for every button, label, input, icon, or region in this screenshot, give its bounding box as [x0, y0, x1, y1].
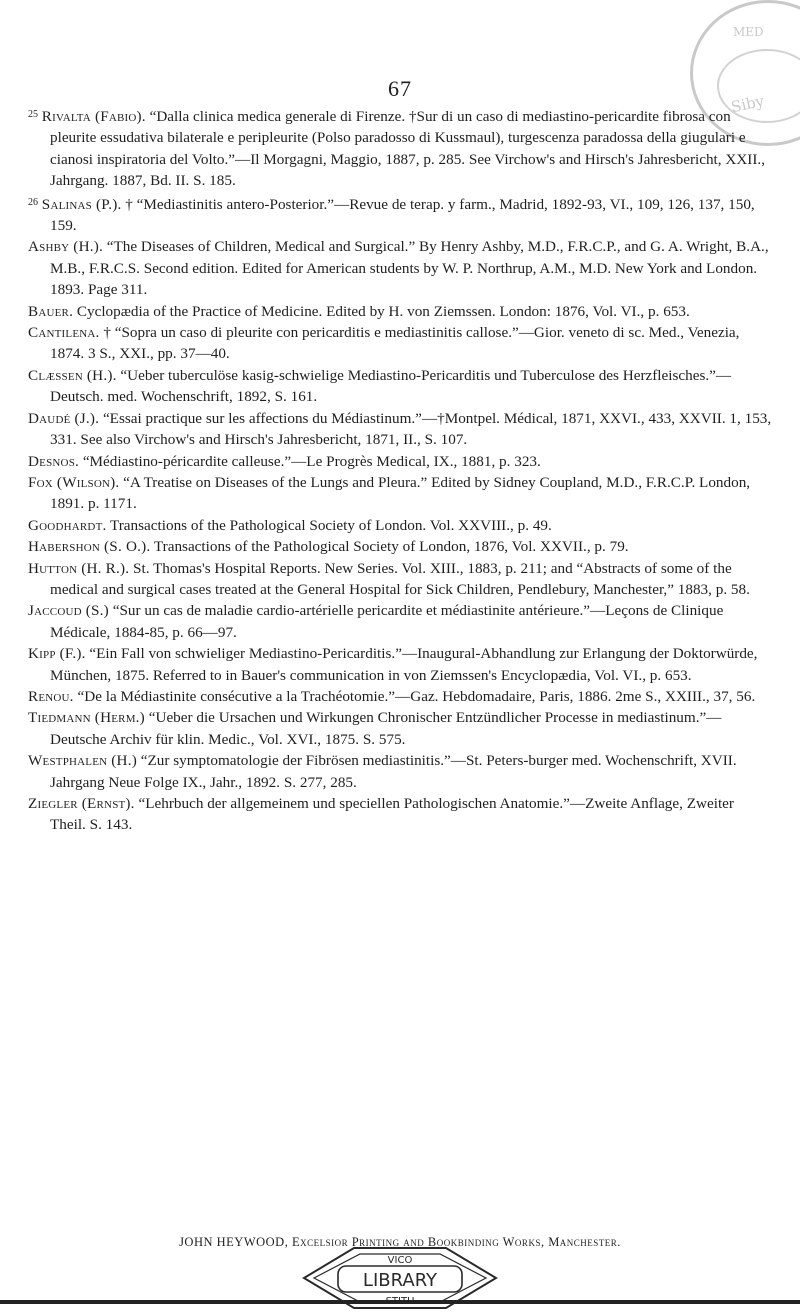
library-stamp-bottom [302, 1246, 498, 1315]
stamp-top-text-a: Siby [729, 91, 766, 117]
bibliography-entry: Habershon (S. O.). Transactions of the Pathological Society of London, 1876, Vol. XXVII., p. 79. [28, 538, 629, 556]
stamp-bottom-center-text: LIBRARY [362, 1270, 438, 1291]
bibliography-entry: $^{25}$ Rivalta (Fabio). “Dalla clinica medica generale di Firenze. †Sur di un caso di mediastino-pericardite fibrosa con pleurite essudativa bilaterale e peripleurite (Polso paradosso di Kussmaul), turgescenza paradossa della giugulari e cianosi inspiratoria del Volto.”—Il Morgagni, Maggio, 1887, p. 285. See Virchow's and Hirsch's Jahresbericht, XXII., Jahrgang. 1887, Bd. II. S. 185. [28, 108, 766, 190]
bibliography-entry: Hutton (H. R.). St. Thomas's Hospital Reports. New Series. Vol. XIII., 1883, p. 211; and “Abstracts of some of the medical and surgical cases treated at the General Hospital for Sick Children, Pendlebury, Manchester,” 1883, p. 58. [28, 559, 750, 598]
printer-imprint: JOHN HEYWOOD, Excelsior Printing and Bookbinding Works, Manchester. [179, 1235, 621, 1249]
bibliography-entry: Renou. “De la Médiastinite consécutive a la Trachéotomie.”—Gaz. Hebdomadaire, Paris, 1886. 2me S., XXIII., 37, 56. [28, 687, 756, 705]
bibliography-entry: Desnos. “Médiastino-péricardite calleuse.”—Le Progrès Medical, IX., 1881, p. 323. [28, 452, 541, 470]
bibliography-entry: Goodhardt. Transactions of the Pathological Society of London. Vol. XXVIII., p. 49. [28, 516, 552, 534]
bibliography-entry: Ziegler (Ernst). “Lehrbuch der allgemeinem und speciellen Pathologischen Anatomie.”—Zweite Anflage, Zweiter Theil. S. 143. [28, 795, 734, 834]
bibliography-entry: Kipp (F.). “Ein Fall von schwieliger Mediastino-Pericarditis.”—Inaugural-Abhandlung zur Erlangung der Doktorwürde, München, 1875. Referred to in Bauer's communication in von Ziemssen's Encyclopædia, Vol. VI., p. 653. [28, 645, 758, 684]
bibliography-entry: Tiedmann (Herm.) “Ueber die Ursachen und Wirkungen Chronischer Entzündlicher Processe in mediastinum.”—Deutsche Archiv für klin. Medic., Vol. XVI., 1875. S. 575. [28, 709, 722, 748]
bibliography-entry: Cantilena. † “Sopra un caso di pleurite con pericarditis e mediastinitis callose.”—Gior. veneto di sc. Med., Venezia, 1874. 3 S., XXI., pp. 37—40. [28, 324, 740, 363]
stamp-top-text-b: MED [733, 25, 764, 39]
page-bottom-rule [0, 1300, 800, 1304]
bibliography-entry: Clæssen (H.). “Ueber tuberculöse kasig-schwielige Mediastino-Pericarditis und Tuberculose des Herzfleisches.”—Deutsch. med. Wochenschrift, 1892, S. 161. [28, 366, 732, 406]
bibliography-entry: Bauer. Cyclopædia of the Practice of Medicine. Edited by H. von Ziemssen. London: 1876, Vol. VI., p. 653. [28, 302, 690, 320]
bibliography-entry: Westphalen (H.) “Zur symptomatologie der Fibrösen mediastinitis.”—St. Peters-burger med. Wochenschrift, XVII. Jahrgang Neue Folge IX., Jahr., 1892. S. 277, 285. [28, 752, 737, 791]
bibliography-entry: $^{26}$ Salinas (P.). † “Mediastinitis antero-Posterior.”—Revue de terap. y farm., Madrid, 1892-93, VI., 109, 126, 137, 150, 159. [28, 195, 755, 235]
bibliography-entry: Fox (Wilson). “A Treatise on Diseases of the Lungs and Pleura.” Edited by Sidney Coupland, M.D., F.R.C.P. London, 1891. p. 1171. [28, 473, 751, 513]
page-number: 67 [388, 76, 412, 101]
bibliography-entry: Daudé (J.). “Essai practique sur les affections du Médiastinum.”—†Montpel. Médical, 1871, XXVI., 433, XXVII. 1, 153, 331. See also Virchow's and Hirsch's Jahresbericht, 1871, II., S. 107. [28, 409, 772, 449]
bibliography-entry: Ashby (H.). “The Diseases of Children, Medical and Surgical.” By Henry Ashby, M.D., F.R.C.P., and G. A. Wright, B.A., M.B., F.R.C.S. Second edition. Edited for American students by W. P. Northrup, A.M., M.D. New York and London. 1893. Page 311. [28, 238, 769, 299]
bibliography-entry: Jaccoud (S.) “Sur un cas de maladie cardio-artérielle pericardite et médiastinite antérieure.”—Leçons de Clinique Médicale, 1884-85, p. 66—97. [28, 602, 724, 641]
stamp-bottom-top-text: VICO [387, 1255, 413, 1266]
bibliography-list [28, 104, 772, 836]
